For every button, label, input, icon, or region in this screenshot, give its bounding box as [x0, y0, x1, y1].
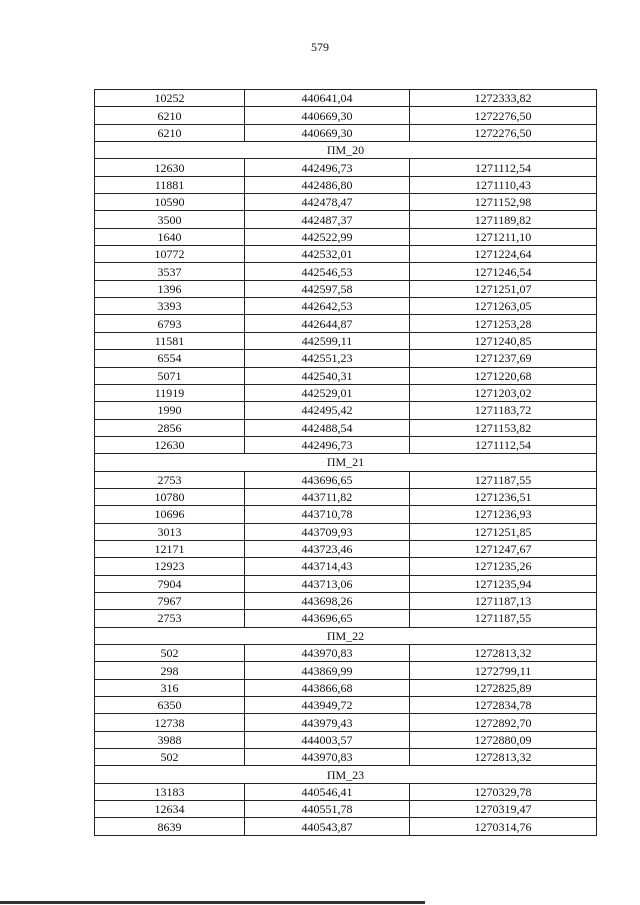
- y-coordinate-cell: 1271211,10: [410, 228, 597, 245]
- table-row: [95, 159, 597, 176]
- x-coordinate-cell: 443696,65: [245, 610, 410, 627]
- y-coordinate-cell: 1271246,54: [410, 263, 597, 280]
- y-coordinate-cell: 1271253,28: [410, 315, 597, 332]
- x-coordinate-cell: 442597,58: [245, 280, 410, 297]
- table-row: [95, 540, 597, 557]
- section-header-row: [95, 766, 597, 783]
- point-number-cell: 2753: [95, 610, 245, 627]
- point-number-cell: 6554: [95, 350, 245, 367]
- table-row: [95, 367, 597, 384]
- point-number-cell: 12630: [95, 436, 245, 453]
- point-number-cell: 12171: [95, 540, 245, 557]
- point-number-cell: 8639: [95, 818, 245, 835]
- table-row: [95, 315, 597, 332]
- table-row: [95, 731, 597, 748]
- table-row: [95, 749, 597, 766]
- y-coordinate-cell: 1271112,54: [410, 436, 597, 453]
- table-row: [95, 818, 597, 835]
- y-coordinate-cell: 1271251,85: [410, 523, 597, 540]
- x-coordinate-cell: 440669,30: [245, 107, 410, 124]
- table-row: [95, 194, 597, 211]
- y-coordinate-cell: 1272892,70: [410, 714, 597, 731]
- section-header-row: [95, 454, 597, 471]
- point-number-cell: 1396: [95, 280, 245, 297]
- point-number-cell: 10696: [95, 506, 245, 523]
- section-title: ПМ_23: [95, 766, 597, 783]
- point-number-cell: 502: [95, 749, 245, 766]
- point-number-cell: 2753: [95, 471, 245, 488]
- point-number-cell: 10772: [95, 246, 245, 263]
- table-row: [95, 211, 597, 228]
- bottom-rule: [0, 901, 425, 904]
- section-title: ПМ_21: [95, 454, 597, 471]
- section-title: ПМ_22: [95, 627, 597, 644]
- point-number-cell: 11581: [95, 332, 245, 349]
- table-row: [95, 176, 597, 193]
- y-coordinate-cell: 1270329,78: [410, 783, 597, 800]
- point-number-cell: 10252: [95, 90, 245, 107]
- x-coordinate-cell: 444003,57: [245, 731, 410, 748]
- y-coordinate-cell: 1271236,93: [410, 506, 597, 523]
- table-row: [95, 402, 597, 419]
- y-coordinate-cell: 1271187,55: [410, 610, 597, 627]
- point-number-cell: 10590: [95, 194, 245, 211]
- point-number-cell: 6210: [95, 124, 245, 141]
- table-row: [95, 280, 597, 297]
- table-row: [95, 662, 597, 679]
- y-coordinate-cell: 1271189,82: [410, 211, 597, 228]
- point-number-cell: 7904: [95, 575, 245, 592]
- table-row: [95, 419, 597, 436]
- y-coordinate-cell: 1271203,02: [410, 384, 597, 401]
- table-row: [95, 332, 597, 349]
- y-coordinate-cell: 1272276,50: [410, 124, 597, 141]
- point-number-cell: 502: [95, 645, 245, 662]
- table-row: [95, 124, 597, 141]
- x-coordinate-cell: 440641,04: [245, 90, 410, 107]
- point-number-cell: 298: [95, 662, 245, 679]
- y-coordinate-cell: 1271224,64: [410, 246, 597, 263]
- point-number-cell: 3013: [95, 523, 245, 540]
- point-number-cell: 316: [95, 679, 245, 696]
- point-number-cell: 12630: [95, 159, 245, 176]
- table-row: [95, 246, 597, 263]
- point-number-cell: 3537: [95, 263, 245, 280]
- point-number-cell: 3988: [95, 731, 245, 748]
- table-row: [95, 610, 597, 627]
- point-number-cell: 7967: [95, 592, 245, 609]
- y-coordinate-cell: 1271236,51: [410, 488, 597, 505]
- x-coordinate-cell: 442496,73: [245, 159, 410, 176]
- x-coordinate-cell: 442551,23: [245, 350, 410, 367]
- y-coordinate-cell: 1271247,67: [410, 540, 597, 557]
- x-coordinate-cell: 443949,72: [245, 697, 410, 714]
- point-number-cell: 1990: [95, 402, 245, 419]
- x-coordinate-cell: 440669,30: [245, 124, 410, 141]
- x-coordinate-cell: 443713,06: [245, 575, 410, 592]
- table-row: [95, 714, 597, 731]
- table-row: [95, 384, 597, 401]
- point-number-cell: 11919: [95, 384, 245, 401]
- y-coordinate-cell: 1270314,76: [410, 818, 597, 835]
- point-number-cell: 12923: [95, 558, 245, 575]
- table-row: [95, 350, 597, 367]
- section-header-row: [95, 627, 597, 644]
- point-number-cell: 3500: [95, 211, 245, 228]
- table-row: [95, 523, 597, 540]
- x-coordinate-cell: 440551,78: [245, 801, 410, 818]
- table-row: [95, 645, 597, 662]
- x-coordinate-cell: 442488,54: [245, 419, 410, 436]
- table-row: [95, 298, 597, 315]
- point-number-cell: 1640: [95, 228, 245, 245]
- table-row: [95, 575, 597, 592]
- y-coordinate-cell: 1271152,98: [410, 194, 597, 211]
- table-row: [95, 488, 597, 505]
- x-coordinate-cell: 442496,73: [245, 436, 410, 453]
- y-coordinate-cell: 1272333,82: [410, 90, 597, 107]
- x-coordinate-cell: 442495,42: [245, 402, 410, 419]
- y-coordinate-cell: 1271110,43: [410, 176, 597, 193]
- y-coordinate-cell: 1271183,72: [410, 402, 597, 419]
- table-row: [95, 679, 597, 696]
- x-coordinate-cell: 442486,80: [245, 176, 410, 193]
- x-coordinate-cell: 443696,65: [245, 471, 410, 488]
- x-coordinate-cell: 443709,93: [245, 523, 410, 540]
- point-number-cell: 10780: [95, 488, 245, 505]
- y-coordinate-cell: 1271251,07: [410, 280, 597, 297]
- x-coordinate-cell: 443979,43: [245, 714, 410, 731]
- coordinates-table-body: [95, 90, 597, 836]
- y-coordinate-cell: 1272813,32: [410, 645, 597, 662]
- point-number-cell: 6350: [95, 697, 245, 714]
- x-coordinate-cell: 443710,78: [245, 506, 410, 523]
- x-coordinate-cell: 443711,82: [245, 488, 410, 505]
- table-row: [95, 697, 597, 714]
- point-number-cell: 12634: [95, 801, 245, 818]
- y-coordinate-cell: 1272276,50: [410, 107, 597, 124]
- y-coordinate-cell: 1271235,26: [410, 558, 597, 575]
- y-coordinate-cell: 1272834,78: [410, 697, 597, 714]
- point-number-cell: 2856: [95, 419, 245, 436]
- x-coordinate-cell: 443970,83: [245, 749, 410, 766]
- table-row: [95, 263, 597, 280]
- point-number-cell: 12738: [95, 714, 245, 731]
- point-number-cell: 13183: [95, 783, 245, 800]
- y-coordinate-cell: 1270319,47: [410, 801, 597, 818]
- table-row: [95, 471, 597, 488]
- x-coordinate-cell: 443970,83: [245, 645, 410, 662]
- table-row: [95, 506, 597, 523]
- y-coordinate-cell: 1271187,13: [410, 592, 597, 609]
- point-number-cell: 11881: [95, 176, 245, 193]
- y-coordinate-cell: 1271187,55: [410, 471, 597, 488]
- coordinates-table: [94, 89, 597, 836]
- y-coordinate-cell: 1271235,94: [410, 575, 597, 592]
- x-coordinate-cell: 443714,43: [245, 558, 410, 575]
- point-number-cell: 3393: [95, 298, 245, 315]
- table-row: [95, 436, 597, 453]
- y-coordinate-cell: 1272825,89: [410, 679, 597, 696]
- y-coordinate-cell: 1272813,32: [410, 749, 597, 766]
- x-coordinate-cell: 442642,53: [245, 298, 410, 315]
- x-coordinate-cell: 443869,99: [245, 662, 410, 679]
- y-coordinate-cell: 1271112,54: [410, 159, 597, 176]
- x-coordinate-cell: 440543,87: [245, 818, 410, 835]
- point-number-cell: 5071: [95, 367, 245, 384]
- x-coordinate-cell: 443698,26: [245, 592, 410, 609]
- point-number-cell: 6210: [95, 107, 245, 124]
- table-row: [95, 558, 597, 575]
- y-coordinate-cell: 1271220,68: [410, 367, 597, 384]
- y-coordinate-cell: 1272799,11: [410, 662, 597, 679]
- y-coordinate-cell: 1271263,05: [410, 298, 597, 315]
- x-coordinate-cell: 440546,41: [245, 783, 410, 800]
- x-coordinate-cell: 442644,87: [245, 315, 410, 332]
- x-coordinate-cell: 442540,31: [245, 367, 410, 384]
- table-row: [95, 228, 597, 245]
- x-coordinate-cell: 442529,01: [245, 384, 410, 401]
- table-row: [95, 90, 597, 107]
- x-coordinate-cell: 443723,46: [245, 540, 410, 557]
- table-row: [95, 107, 597, 124]
- y-coordinate-cell: 1271240,85: [410, 332, 597, 349]
- x-coordinate-cell: 442522,99: [245, 228, 410, 245]
- y-coordinate-cell: 1271237,69: [410, 350, 597, 367]
- x-coordinate-cell: 443866,68: [245, 679, 410, 696]
- x-coordinate-cell: 442478,47: [245, 194, 410, 211]
- table-row: [95, 801, 597, 818]
- x-coordinate-cell: 442599,11: [245, 332, 410, 349]
- section-header-row: [95, 142, 597, 159]
- table-row: [95, 592, 597, 609]
- section-title: ПМ_20: [95, 142, 597, 159]
- point-number-cell: 6793: [95, 315, 245, 332]
- y-coordinate-cell: 1272880,09: [410, 731, 597, 748]
- table-row: [95, 783, 597, 800]
- x-coordinate-cell: 442546,53: [245, 263, 410, 280]
- x-coordinate-cell: 442487,37: [245, 211, 410, 228]
- x-coordinate-cell: 442532,01: [245, 246, 410, 263]
- page-number: 579: [311, 40, 329, 54]
- y-coordinate-cell: 1271153,82: [410, 419, 597, 436]
